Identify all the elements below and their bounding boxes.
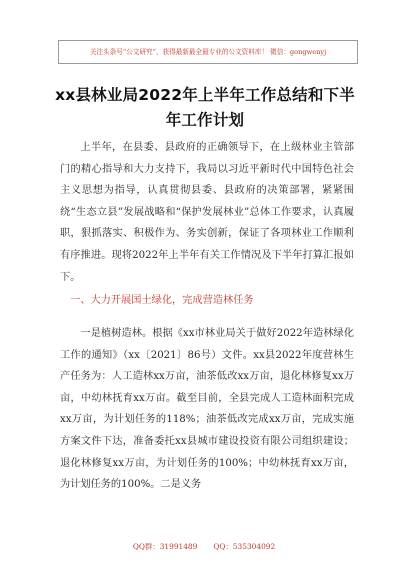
footer-qq-contact: QQ：535304092 [213,542,276,551]
document-title: xx县林业局2022年上半年工作总结和下半年工作计划 [55,86,355,129]
intro-paragraph: 上半年，在县委、县政府的正确领导下，在上级林业主管部门的精心指导和大力支持下，我局以习近平新时代中国特色社会主义思想为指导，认真贯彻县委、县政府的决策部署，紧紧围绕“生态立县”发展战略和“保护发展林业”总体工作要求，认真履职，狠抓落实、积极作为、务实创新，保证了各项林业工作顺利有序推进。现将2022年上半年有关工作情况及下半年打算汇报如下。 [60,142,354,283]
section-heading-1: 一、大力开展国土绿化，完成营造林任务 [70,295,254,306]
body-paragraph-2: 一是植树造林。根据《xx市林业局关于做好2022年造林绿化工作的通知》（xx〔2021〕86号）文件。xx县2022年度营林生产任务为：人工造林xx万亩，油茶低改xx万亩，退化林修复xx万亩，中幼林抚育xx万亩。截至目前，全县完成人工造林面积完成xx万亩，为计划任务的118%；油茶低改完成xx万亩，完成实施方案文件下达，准备委托xx县城市建设投资有限公司组织建设；退化林修复xx万亩，为计划任务的100%；中幼林抚育xx万亩，为计划任务的100%。二是义务 [60,328,354,491]
footer [0,540,408,554]
header-banner: 关注头条号“公文研究”，获得最新最全最专业的公文资料库！ 微信：gongwenyj [58,40,358,64]
footer-qq-group: QQ群：31991489 [132,542,198,551]
